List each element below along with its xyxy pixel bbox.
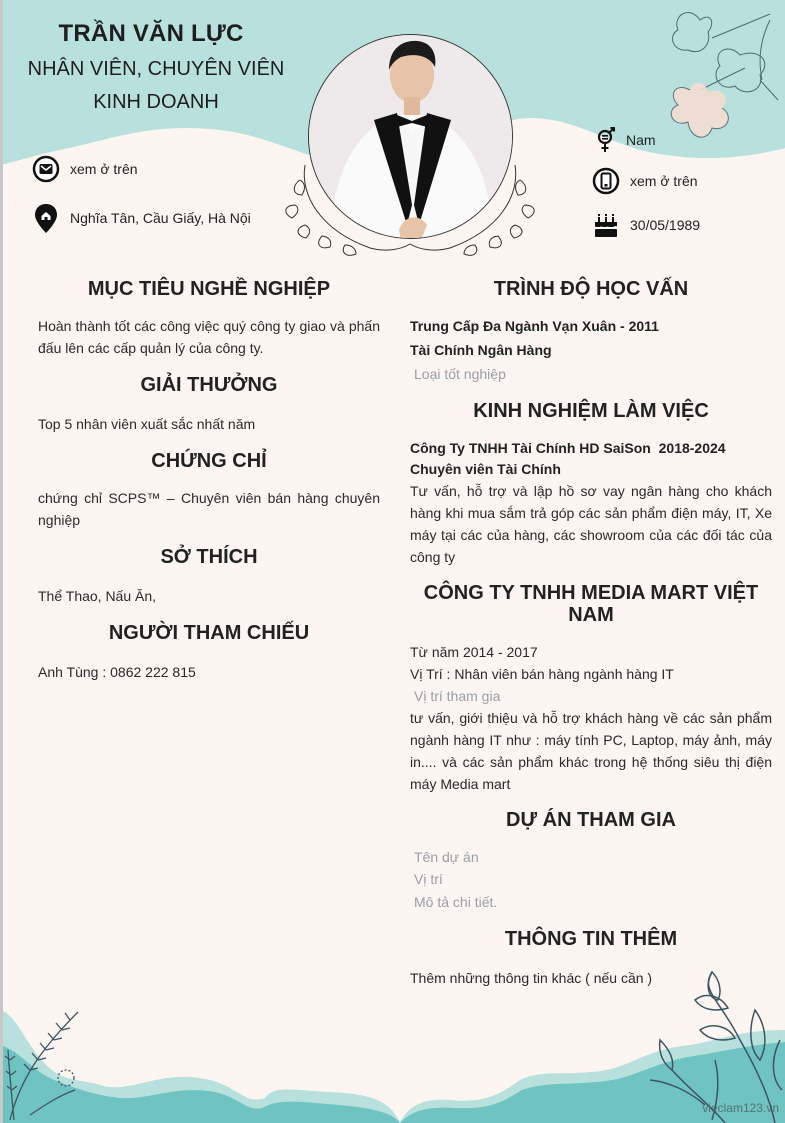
additional-heading: THÔNG TIN THÊM	[504, 928, 678, 950]
awards-heading: GIẢI THƯỞNG	[140, 374, 278, 396]
experience-company: Công Ty TNHH Tài Chính HD SaiSon 2018-2024	[410, 440, 726, 456]
watermark: vieclam123.vn	[702, 1101, 779, 1115]
envelope-icon	[32, 155, 60, 183]
email-value: xem ở trên	[70, 161, 138, 177]
project-name-placeholder: Tên dự án	[414, 849, 479, 865]
job-title: NHÂN VIÊN, CHUYÊN VIÊN KINH DOANH	[27, 58, 285, 113]
objective-text: Hoàn thành tốt các công việc quý công ty giao và phấn đấu lên các cấp quản lý của công ty.	[38, 318, 380, 356]
experience-heading: KINH NGHIỆM LÀM VIỆC	[473, 400, 709, 422]
contact-email	[32, 155, 138, 183]
experience2-heading: CÔNG TY TNHH MEDIA MART VIỆT NAM	[423, 582, 759, 626]
birthday-cake-icon	[592, 211, 620, 239]
experience2-description: tư vấn, giới thiệu và hỗ trợ khách hàng về các sản phẩm ngành hàng IT như : máy tính PC, Laptop, máy ảnh, máy in.... và các sản phẩm khác trong hệ thống siêu thị điện máy Media mart	[410, 710, 772, 792]
address-value: Nghĩa Tân, Cầu Giấy, Hà Nội	[70, 210, 251, 226]
additional-text: Thêm những thông tin khác ( nếu cần )	[410, 970, 653, 986]
page-edge	[0, 0, 3, 1123]
project-role-placeholder: Vị trí	[414, 871, 443, 887]
experience-description: Tư vấn, hỗ trợ và lập hồ sơ vay ngân hàng cho khách hàng khi mua sắm trả góp các sản phẩm điện máy, IT, Xe máy tại các của hàng, các showroom của các đối tác của công ty	[410, 483, 772, 565]
experience-position: Chuyên viên Tài Chính	[410, 461, 561, 477]
gender-icon	[592, 126, 620, 154]
gender-value: Nam	[626, 132, 656, 148]
contact-phone	[592, 167, 698, 195]
references-text: Anh Tùng : 0862 222 815	[38, 664, 196, 680]
awards-text: Top 5 nhân viên xuất sắc nhất năm	[38, 416, 256, 432]
candidate-name: TRẦN VĂN LỰC	[58, 20, 244, 47]
certificates-heading: CHỨNG CHỈ	[151, 450, 267, 472]
project-desc-placeholder: Mô tả chi tiết.	[414, 894, 498, 910]
map-pin-home-icon	[32, 204, 60, 232]
phone-icon	[592, 167, 620, 195]
certificates-text: chứng chỉ SCPS™ – Chuyên viên bán hàng chuyên nghiệp	[38, 490, 380, 528]
projects-heading: DỰ ÁN THAM GIA	[506, 809, 676, 831]
experience2-period: Từ năm 2014 - 2017	[410, 644, 538, 660]
contact-address	[32, 204, 251, 232]
references-heading: NGƯỜI THAM CHIẾU	[108, 622, 310, 644]
contact-birthday	[592, 211, 700, 239]
experience2-position-placeholder: Vị trí tham gia	[414, 688, 501, 704]
hobbies-heading: SỞ THÍCH	[160, 546, 258, 568]
phone-value: xem ở trên	[630, 173, 698, 189]
hobbies-text: Thể Thao, Nấu Ăn,	[38, 588, 157, 604]
birthday-value: 30/05/1989	[630, 217, 701, 233]
portrait-photo	[309, 35, 513, 239]
contact-gender	[592, 126, 656, 154]
education-school: Trung Cấp Đa Ngành Vạn Xuân - 2011	[410, 318, 659, 334]
experience2-position: Vị Trí : Nhân viên bán hàng ngành hàng IT	[410, 666, 674, 682]
education-grade-placeholder: Loại tốt nghiệp	[414, 366, 506, 382]
education-heading: TRÌNH ĐỘ HỌC VẤN	[493, 278, 689, 300]
avatar	[308, 34, 513, 239]
objective-heading: MỤC TIÊU NGHỀ NGHIỆP	[87, 278, 331, 300]
education-major: Tài Chính Ngân Hàng	[410, 342, 552, 358]
